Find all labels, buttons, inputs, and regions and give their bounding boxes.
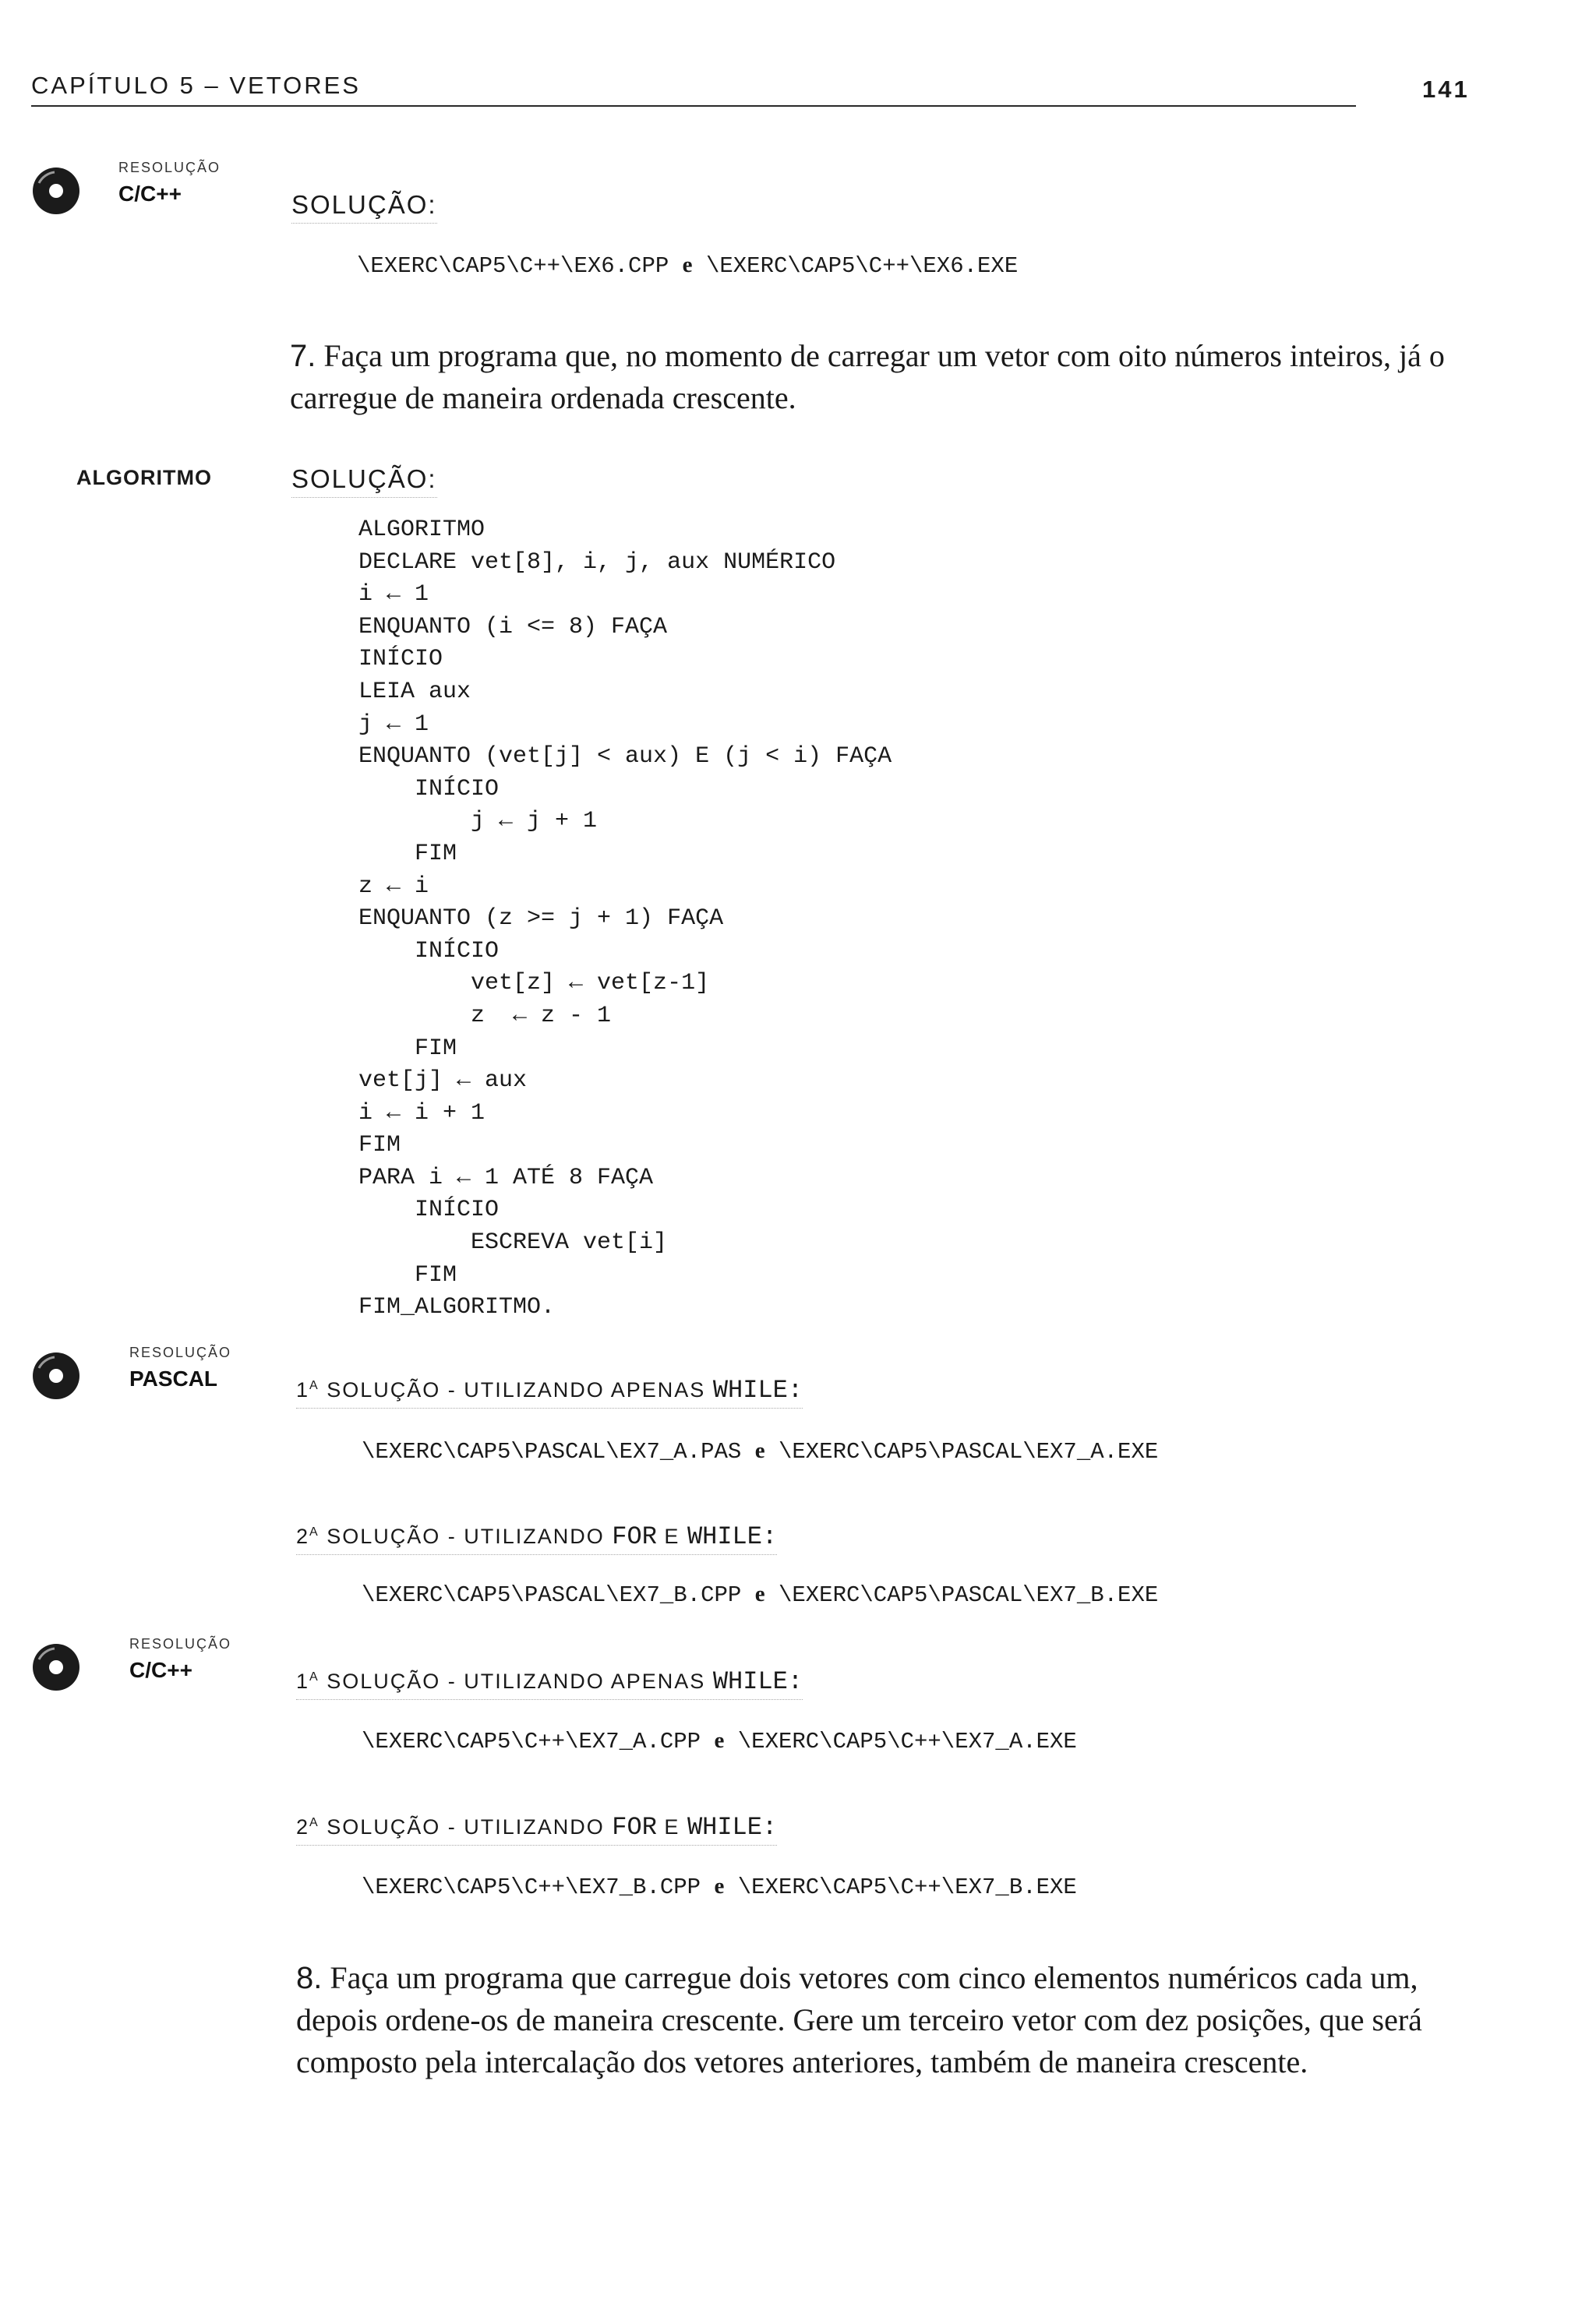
solucao-label: SOLUÇÃO: [291, 464, 437, 498]
file-path: \EXERC\CAP5\C++\EX7_B.CPP [362, 1874, 701, 1900]
pascal-solution-2-label: $2^A$ SOLUÇÃO - UTILIZANDO FOR E WHILE: [296, 1522, 777, 1555]
chapter-title: CAPÍTULO 5 – VETORES [31, 72, 361, 99]
disc-icon [31, 1351, 81, 1401]
file-path: \EXERC\CAP5\C++\EX7_A.CPP [362, 1729, 701, 1754]
code-line: INÍCIO [358, 937, 500, 965]
badge-small-label: RESOLUÇÃO [129, 1345, 232, 1360]
conjunction: e [714, 1728, 725, 1753]
file-path: \EXERC\CAP5\PASCAL\EX7_B.CPP [362, 1582, 742, 1608]
code-line: INÍCIO [358, 775, 500, 802]
question-number: 8. [296, 1961, 323, 1995]
code-line: i ← i + 1 [358, 1099, 486, 1127]
file-path: \EXERC\CAP5\PASCAL\EX7_A.PAS [362, 1439, 742, 1465]
code-line: FIM [358, 1261, 457, 1289]
conjunction: e [714, 1874, 725, 1899]
file-path: \EXERC\CAP5\C++\EX7_A.EXE [737, 1729, 1077, 1754]
question-number: 7. [290, 339, 316, 373]
code-line: j ← j + 1 [358, 808, 598, 835]
badge-small-label: RESOLUÇÃO [118, 160, 221, 175]
code-line: ENQUANTO (vet[j] < aux) E (j < i) FAÇA [358, 743, 892, 771]
disc-icon [31, 166, 81, 216]
file-path-line [362, 1582, 1158, 1608]
code-line: ENQUANTO (i <= 8) FAÇA [358, 613, 668, 640]
header-rule [31, 105, 1356, 107]
conjunction: e [682, 252, 693, 277]
question-text: Faça um programa que, no momento de carregar um vetor com oito números inteiros, já o carregue de maneira ordenada crescente. [290, 338, 1445, 415]
cpp-solution-1-label: $1^A$ SOLUÇÃO - UTILIZANDO APENAS WHILE: [296, 1667, 803, 1700]
resolucao-pascal-badge [31, 1345, 234, 1407]
conjunction: e [754, 1582, 765, 1606]
file-path-line [357, 252, 1018, 279]
conjunction: e [754, 1438, 765, 1463]
code-line: ALGORITMO [358, 517, 486, 543]
code-line: vet[j] ← aux [358, 1067, 528, 1095]
disc-icon [31, 1642, 81, 1692]
code-line: vet[z] ← vet[z-1] [358, 970, 710, 997]
file-path: \EXERC\CAP5\C++\EX6.EXE [705, 253, 1019, 279]
code-line: INÍCIO [358, 1197, 500, 1224]
file-path: \EXERC\CAP5\C++\EX6.CPP [357, 253, 669, 279]
file-path-line [362, 1438, 1158, 1465]
code-line: FIM [358, 1035, 457, 1062]
code-line: INÍCIO [358, 646, 443, 673]
code-line: FIM [358, 840, 457, 867]
file-path: \EXERC\CAP5\PASCAL\EX7_B.EXE [778, 1582, 1159, 1608]
question-text: Faça um programa que carregue dois vetores com cinco elementos numéricos cada um, depois ordene-os de maneira crescente. Gere um terceiro vetor com dez posições, que será composto pela intercalação dos vetores anteriores, também de maneira crescente. [296, 1960, 1422, 2079]
code-line: PARA i ← 1 ATÉ 8 FAÇA [358, 1164, 654, 1191]
code-line: ESCREVA vet[i] [358, 1229, 668, 1257]
code-line: FIM [358, 1132, 401, 1159]
question-8 [296, 1957, 1496, 2083]
code-line: ENQUANTO (z >= j + 1) FAÇA [358, 905, 724, 933]
badge-language-label: PASCAL [129, 1367, 218, 1391]
code-line: i ← 1 [358, 581, 429, 608]
code-line: FIM_ALGORITMO. [358, 1294, 556, 1321]
question-7 [290, 335, 1490, 419]
resolucao-cpp-badge [31, 1636, 234, 1698]
code-line: LEIA aux [358, 678, 471, 705]
file-path: \EXERC\CAP5\C++\EX7_B.EXE [737, 1874, 1077, 1900]
algoritmo-badge: ALGORITMO [76, 466, 212, 489]
code-line: z ← z - 1 [358, 1002, 612, 1029]
code-line: z ← i [358, 873, 429, 900]
code-line: j ← 1 [358, 711, 429, 738]
badge-language-label: C/C++ [129, 1658, 192, 1682]
file-path-line [362, 1874, 1077, 1900]
pascal-solution-1-label: $1^A$ SOLUÇÃO - UTILIZANDO APENAS WHILE: [296, 1376, 803, 1409]
file-path-line [362, 1728, 1077, 1754]
cpp-solution-2-label: $2^A$ SOLUÇÃO - UTILIZANDO FOR E WHILE: [296, 1813, 777, 1846]
resolucao-cpp-badge [31, 160, 234, 222]
badge-small-label: RESOLUÇÃO [129, 1636, 232, 1652]
page-number: 141 [1422, 76, 1470, 103]
solucao-label: SOLUÇÃO: [291, 190, 437, 224]
file-path: \EXERC\CAP5\PASCAL\EX7_A.EXE [778, 1439, 1159, 1465]
code-line: DECLARE vet[8], i, j, aux NUMÉRICO [358, 548, 836, 576]
algorithm-code-block [358, 514, 892, 1324]
badge-language-label: C/C++ [118, 182, 182, 206]
